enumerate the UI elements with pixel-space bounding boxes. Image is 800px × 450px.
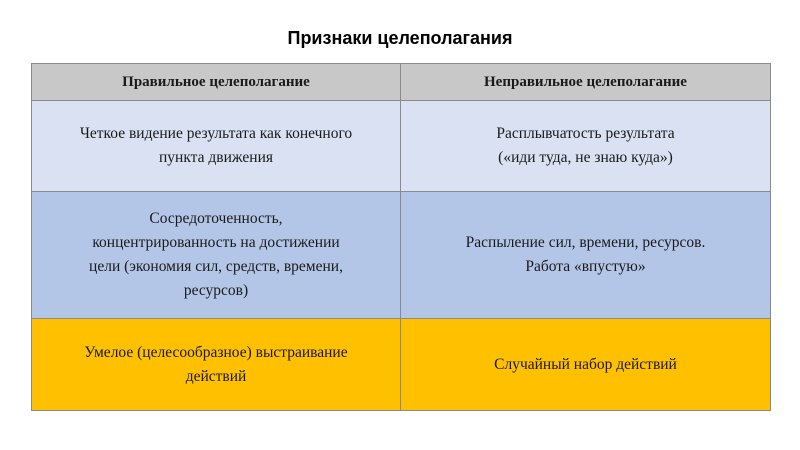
cell-text-line: действий: [185, 367, 247, 385]
table-row: [32, 101, 771, 192]
cell-correct: [32, 319, 401, 411]
cell-text-line: Умелое (целесообразное) выстраивание: [84, 343, 348, 361]
cell-text-line: ресурсов): [183, 282, 249, 299]
cell-text-line: Работа «впустую»: [525, 258, 646, 275]
cell-correct: [32, 192, 401, 319]
cell-text-line: цели (экономия сил, средств, времени,: [89, 258, 343, 275]
cell-incorrect: [401, 319, 771, 411]
comparison-table: [31, 63, 771, 411]
table-header-row: [32, 64, 771, 101]
table-row: [32, 319, 771, 411]
cell-text-line: Четкое видение результата как конечного: [79, 125, 353, 142]
cell-incorrect: [401, 101, 771, 192]
cell-text-line: Случайный набор действий: [494, 355, 677, 373]
cell-correct: [32, 101, 401, 192]
cell-text-line: концентрированность на достижении: [92, 234, 340, 251]
cell-text-line: Расплывчатость результата: [496, 125, 675, 142]
cell-text-line: Сосредоточенность,: [149, 210, 283, 227]
table-row: [32, 192, 771, 319]
header-incorrect-goal-setting: Неправильное целеполагание: [401, 64, 771, 101]
cell-text-line: («иди туда, не знаю куда»): [498, 149, 673, 166]
page-title: Признаки целеполагания: [287, 28, 513, 48]
cell-incorrect: [401, 192, 771, 319]
cell-text-line: пункта движения: [159, 149, 273, 166]
cell-text-line: Распыление сил, времени, ресурсов.: [465, 234, 706, 251]
header-correct-goal-setting: Правильное целеполагание: [32, 64, 401, 101]
